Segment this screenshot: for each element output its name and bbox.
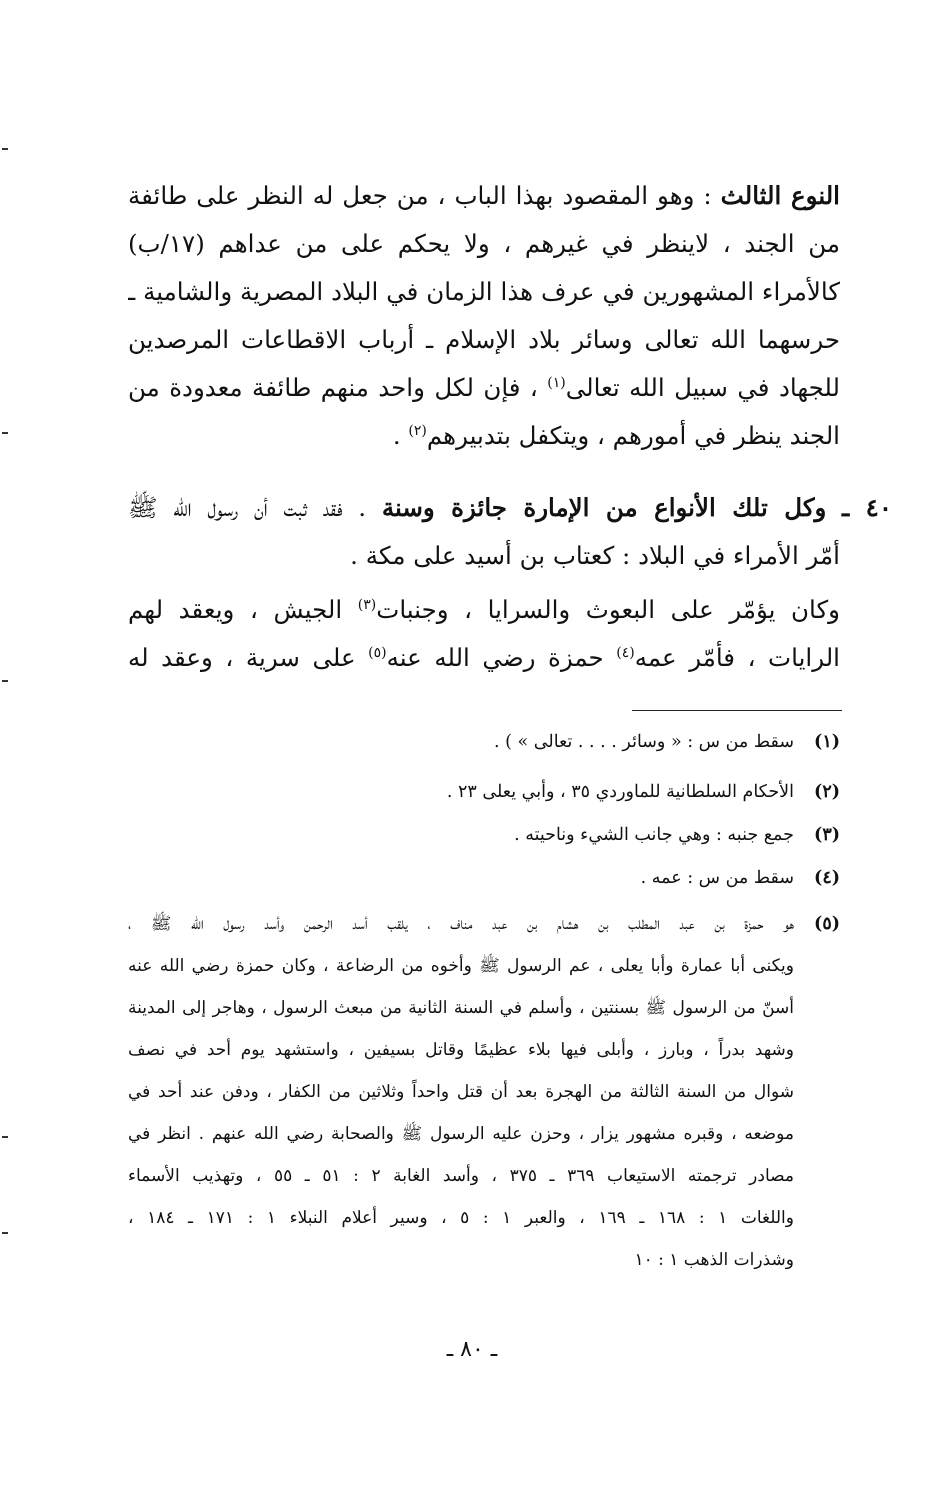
p1-line-6: الجند ينظر في أمورهم ، ويتكفل بتدبيرهم$^{(٢)}$ . [392, 421, 840, 450]
p1-line-3: كالأمراء المشهورين في عرف هذا الزمان في البلاد المصرية والشامية ـ [128, 277, 840, 306]
p1-line-4: حرسهما الله تعالى وسائر بلاد الإسلام ـ أرباب الاقطاعات المرصدين [128, 325, 840, 354]
footnote-ref: (٤) [616, 644, 635, 661]
page-number: ـ ٨٠ ـ [446, 1337, 498, 1362]
footnote-ref: (٢) [408, 422, 427, 439]
footnote-5: (٥) هو حمزة بن عبد المطلب بن هشام بن عبد مناف ، يلقب أسد الرحمن وأسد رسول الله ﷺ ، ويكنى أبا عمارة وأبا يعلى ، عم الرسول ﷺ وأخوه من الرضاعة ، وكان حمزة رضي الله عنه أسنّ من الرسول ﷺ بسنتين ، وأسلم في السنة الثانية من مبعث الرسول ، وهاجر إلى المدينة وشهد بدراً ، وبارز ، وأبلى فيها بلاء عظيمًا وقاتل بسيفين ، واستشهد يوم أحد في نصف شوال من السنة الثالثة من الهجرة بعد أن قتل واحداً وثلاثين من الكفار ، ودفن عند أحد في موضعه ، وقبره مشهور يزار ، وحزن عليه الرسول ﷺ والصحابة رضي الله عنهم . انظر في مصادر ترجمته الاستيعاب ٣٦٩ ـ ٣٧٥ ، وأسد الغابة ٢ : ٥١ ـ ٥٥ ، وتهذيب الأسماء واللغات ١ : ١٦٨ ـ ١٦٩ ، والعبر ١ : ٥ ، وسير أعلام النبلاء ١ : ١٧١ ـ ١٨٤ ، وشذرات الذهب ١ : ١٠ [128, 914, 840, 1270]
footnote-4: (٤) سقط من س : عمه . [640, 868, 840, 888]
footnote-3: (٣) جمع جنبه : وهي جانب الشيء وناحيته . [514, 825, 840, 845]
footnote-separator [632, 710, 842, 711]
margin-mark [2, 1136, 8, 1138]
footnote-ref: (١) [547, 374, 566, 391]
margin-mark [2, 680, 8, 682]
p2-line-3: وكان يؤمّر على البعوث والسرايا ، وجنبات$^{(٣)}$ الجيش ، ويعقد لهم [128, 595, 840, 624]
margin-mark [2, 432, 8, 434]
footnote-2: (٢) الأحكام السلطانية للماوردي ٣٥ ، وأبي يعلى ٢٣ . [446, 782, 840, 802]
margin-mark [2, 1232, 8, 1234]
margin-mark [2, 148, 8, 150]
p1-line-1: النوع الثالث : وهو المقصود بهذا الباب ، من جعل له النظر على طائفة [128, 181, 840, 210]
p2-line-4: الرايات ، فأمّر عمه$^{(٤)}$ حمزة رضي الله عنه$^{(٥)}$ على سرية ، وعقد له [128, 643, 840, 672]
p1-line-2: من الجند ، لاينظر في غيرهم ، ولا يحكم على من عداهم (١٧/ب) [128, 229, 840, 258]
footnote-1: (١) سقط من س : « وسائر . . . . تعالى » ) . [494, 732, 840, 752]
p2-line-2: أمّر الأمراء في البلاد : كعتاب بن أسيد على مكة . [350, 541, 840, 570]
footnote-ref: (٣) [357, 596, 377, 613]
p1-line-5: للجهاد في سبيل الله تعالى$^{(١)}$ ، فإن لكل واحد منهم طائفة معدودة من [128, 373, 840, 402]
p2-line-1: ٤٠ ـ وكل تلك الأنواع من الإمارة جائزة وسنة . فقد ثبت أن رسول الله ﷺ [128, 493, 892, 522]
paragraph-number: ٤٠ ـ [842, 493, 892, 522]
footnote-ref: (٥) [368, 644, 387, 661]
